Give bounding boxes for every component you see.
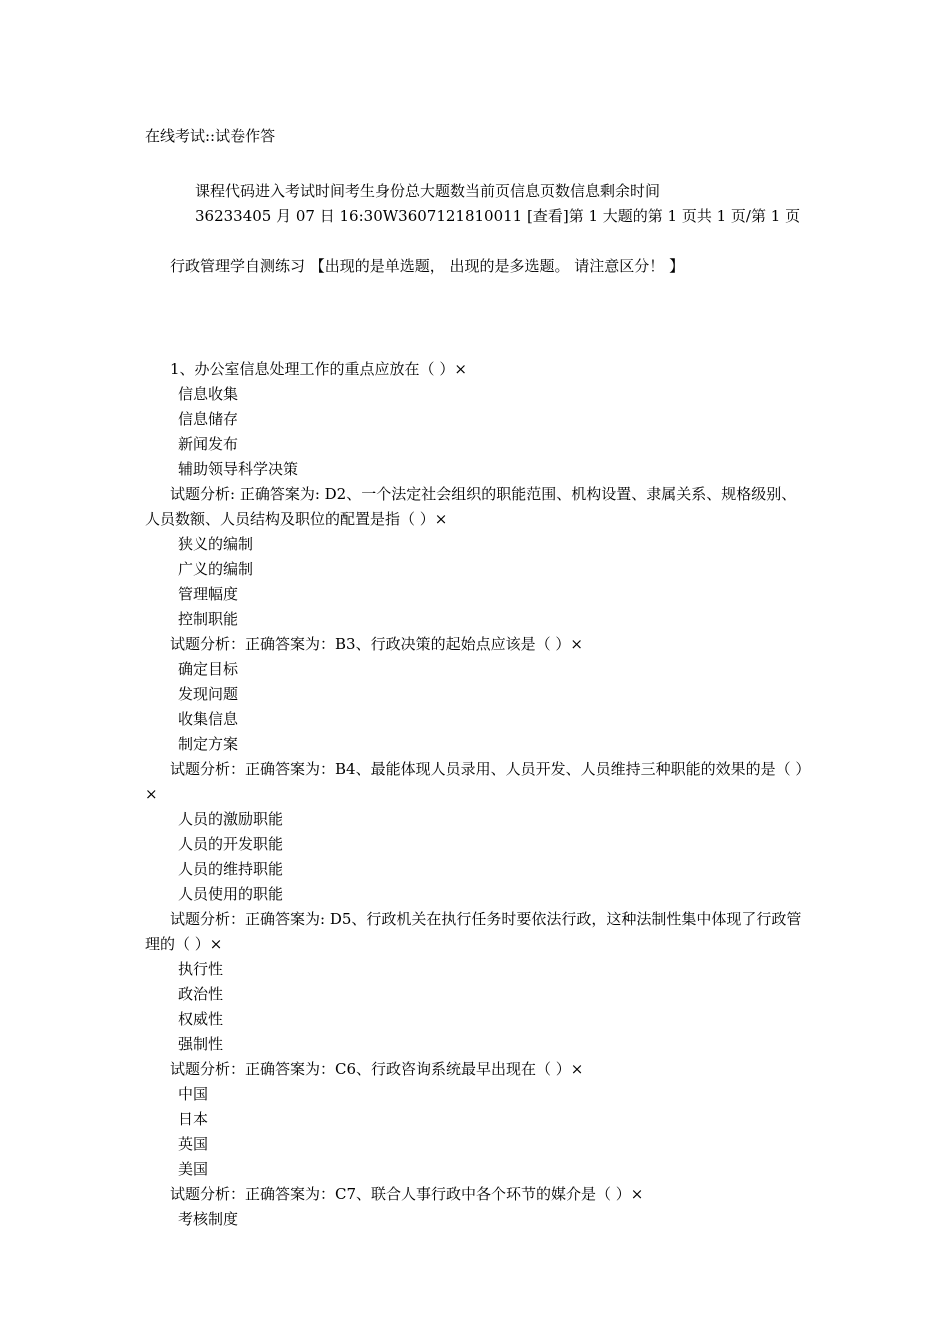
option-d[interactable]: 控制职能: [178, 610, 239, 628]
question-6: [145, 1057, 810, 1182]
option-b[interactable]: 日本: [178, 1110, 209, 1128]
option-b[interactable]: 政治性: [178, 985, 224, 1003]
option-c[interactable]: 人员的维持职能: [178, 860, 284, 878]
question-text: 1、办公室信息处理工作的重点应放在（ ）×: [170, 360, 467, 378]
exam-info: [195, 179, 810, 229]
option-d[interactable]: 美国: [178, 1160, 209, 1178]
option-d[interactable]: 辅助领导科学决策: [178, 460, 299, 478]
option-a[interactable]: 确定目标: [178, 660, 239, 678]
question-1: [145, 357, 810, 482]
option-d[interactable]: 强制性: [178, 1035, 224, 1053]
question-text: 试题分析：正确答案为：B3、行政决策的起始点应该是（ ）×: [170, 635, 583, 653]
question-list: [145, 357, 810, 1232]
question-2: [145, 482, 810, 632]
option-c[interactable]: 权威性: [178, 1010, 224, 1028]
page-title: 在线考试::试卷作答: [145, 127, 276, 145]
option-c[interactable]: 管理幅度: [178, 585, 239, 603]
option-b[interactable]: 发现问题: [178, 685, 239, 703]
option-d[interactable]: 人员使用的职能: [178, 885, 284, 903]
exam-info-headers: 课程代码进入考试时间考生身份总大题数当前页信息页数信息剩余时间: [195, 182, 661, 200]
option-d[interactable]: 制定方案: [178, 735, 239, 753]
practice-title: 行政管理学自测练习 【出现的是单选题， 出现的是多选题。 请注意区分！ 】: [170, 257, 685, 275]
option-a[interactable]: 中国: [178, 1085, 209, 1103]
option-a[interactable]: 考核制度: [178, 1210, 239, 1228]
option-a[interactable]: 狭义的编制: [178, 535, 254, 553]
option-c[interactable]: 收集信息: [178, 710, 239, 728]
question-text: 试题分析：正确答案为：B4、最能体现人员录用、人员开发、人员维持三种职能的效果的是（ ）×: [145, 760, 803, 803]
exam-document: [145, 124, 810, 1232]
question-3: [145, 632, 810, 757]
option-a[interactable]: 人员的激励职能: [178, 810, 284, 828]
option-a[interactable]: 执行性: [178, 960, 224, 978]
option-a[interactable]: 信息收集: [178, 385, 239, 403]
option-c[interactable]: 新闻发布: [178, 435, 239, 453]
question-7: [145, 1182, 810, 1232]
question-text: 试题分析: 正确答案为: D2、一个法定社会组织的职能范围、机构设置、隶属关系、规格级别、人员数额、人员结构及职位的配置是指（ ）×: [145, 485, 797, 528]
question-text: 试题分析：正确答案为：C6、行政咨询系统最早出现在（ ）×: [170, 1060, 584, 1078]
exam-info-values: 36233405 月 07 日 16:30W3607121810011 [查看]第 1 大题的第 1 页共 1 页/第 1 页: [195, 207, 801, 225]
question-5: [145, 907, 810, 1057]
option-c[interactable]: 英国: [178, 1135, 209, 1153]
question-4: [145, 757, 810, 907]
option-b[interactable]: 信息储存: [178, 410, 239, 428]
option-b[interactable]: 人员的开发职能: [178, 835, 284, 853]
question-text: 试题分析：正确答案为：C7、联合人事行政中各个环节的媒介是（ ）×: [170, 1185, 644, 1203]
option-b[interactable]: 广义的编制: [178, 560, 254, 578]
question-text: 试题分析：正确答案为: D5、行政机关在执行任务时要依法行政，这种法制性集中体现了行政管理的（ ）×: [145, 910, 802, 953]
